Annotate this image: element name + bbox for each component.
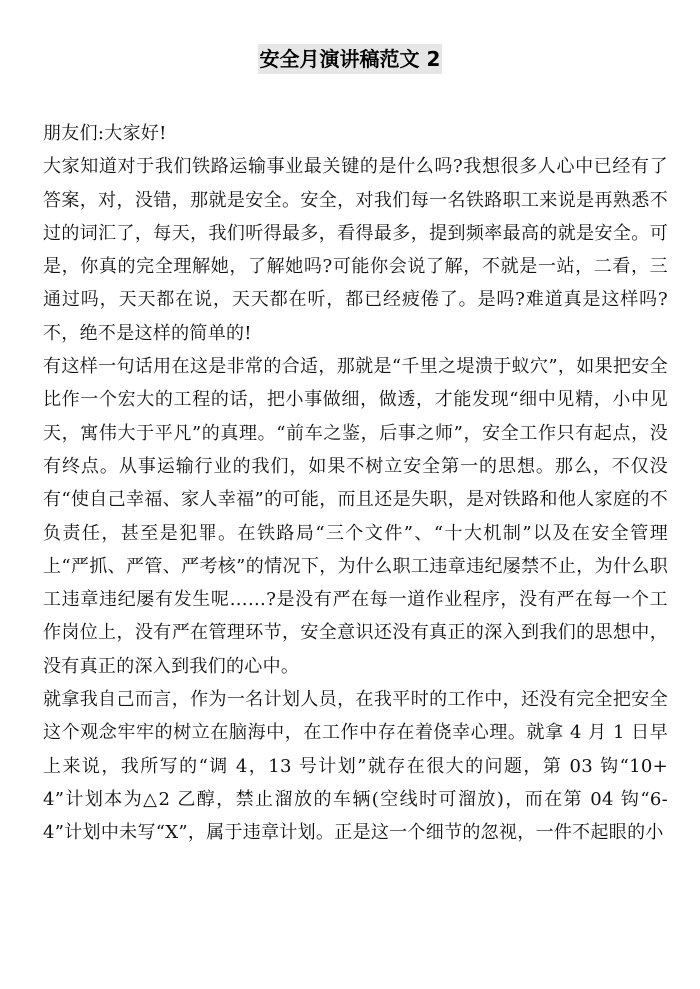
title-container xyxy=(0,44,700,74)
greeting: 朋友们:大家好! xyxy=(43,123,167,144)
page-title: 安全月演讲稿范文 2 xyxy=(258,44,443,74)
paragraph-3: 就拿我自己而言，作为一名计划人员，在我平时的工作中，还没有完全把安全这个观念牢牢的树立在脑海中，在工作中存在着侥幸心理。就拿 4 月 1 日早上来说，我所写的“调 4，13 号计划”就存在很大的问题，第 03 钩“10+4”计划本为△2 乙醇，禁止溜放的车辆(空线时可溜放)，而在第 04 钩“6-4”计划中未写“X”，属于违章计划。正是这一个细节的忽视，一件不起眼的小 xyxy=(43,689,668,844)
paragraph-2: 有这样一句话用在这是非常的合适，那就是“千里之堤溃于蚁穴”，如果把安全比作一个宏大的工程的话，把小事做细，做透，才能发现“细中见精，小中见天，寓伟大于平凡”的真理。“前车之鉴，后事之师”，安全工作只有起点，没有终点。从事运输行业的我们，如果不树立安全第一的思想。那么，不仅没有“使自己幸福、家人幸福”的可能，而且还是失职，是对铁路和他人家庭的不负责任，甚至是犯罪。在铁路局“三个文件”、“十大机制”以及在安全管理上“严抓、严管、严考核”的情况下，为什么职工违章违纪屡禁不止，为什么职工违章违纪屡有发生呢……?是没有严在每一道作业程序，没有严在每一个工作岗位上，没有严在管理环节，安全意识还没有真正的深入到我们的思想中，没有真正的深入到我们的心中。 xyxy=(43,356,668,677)
speech-body xyxy=(43,117,668,850)
paragraph-1: 大家知道对于我们铁路运输事业最关键的是什么吗?我想很多人心中已经有了答案，对，没错，那就是安全。安全，对我们每一名铁路职工来说是再熟悉不过的词汇了，每天，我们听得最多，看得最多，提到频率最高的就是安全。可是，你真的完全理解她，了解她吗?可能你会说了解，不就是一站，二看，三通过吗，天天都在说，天天都在听，都已经疲倦了。是吗?难道真是这样吗?不，绝不是这样的简单的! xyxy=(43,156,668,344)
